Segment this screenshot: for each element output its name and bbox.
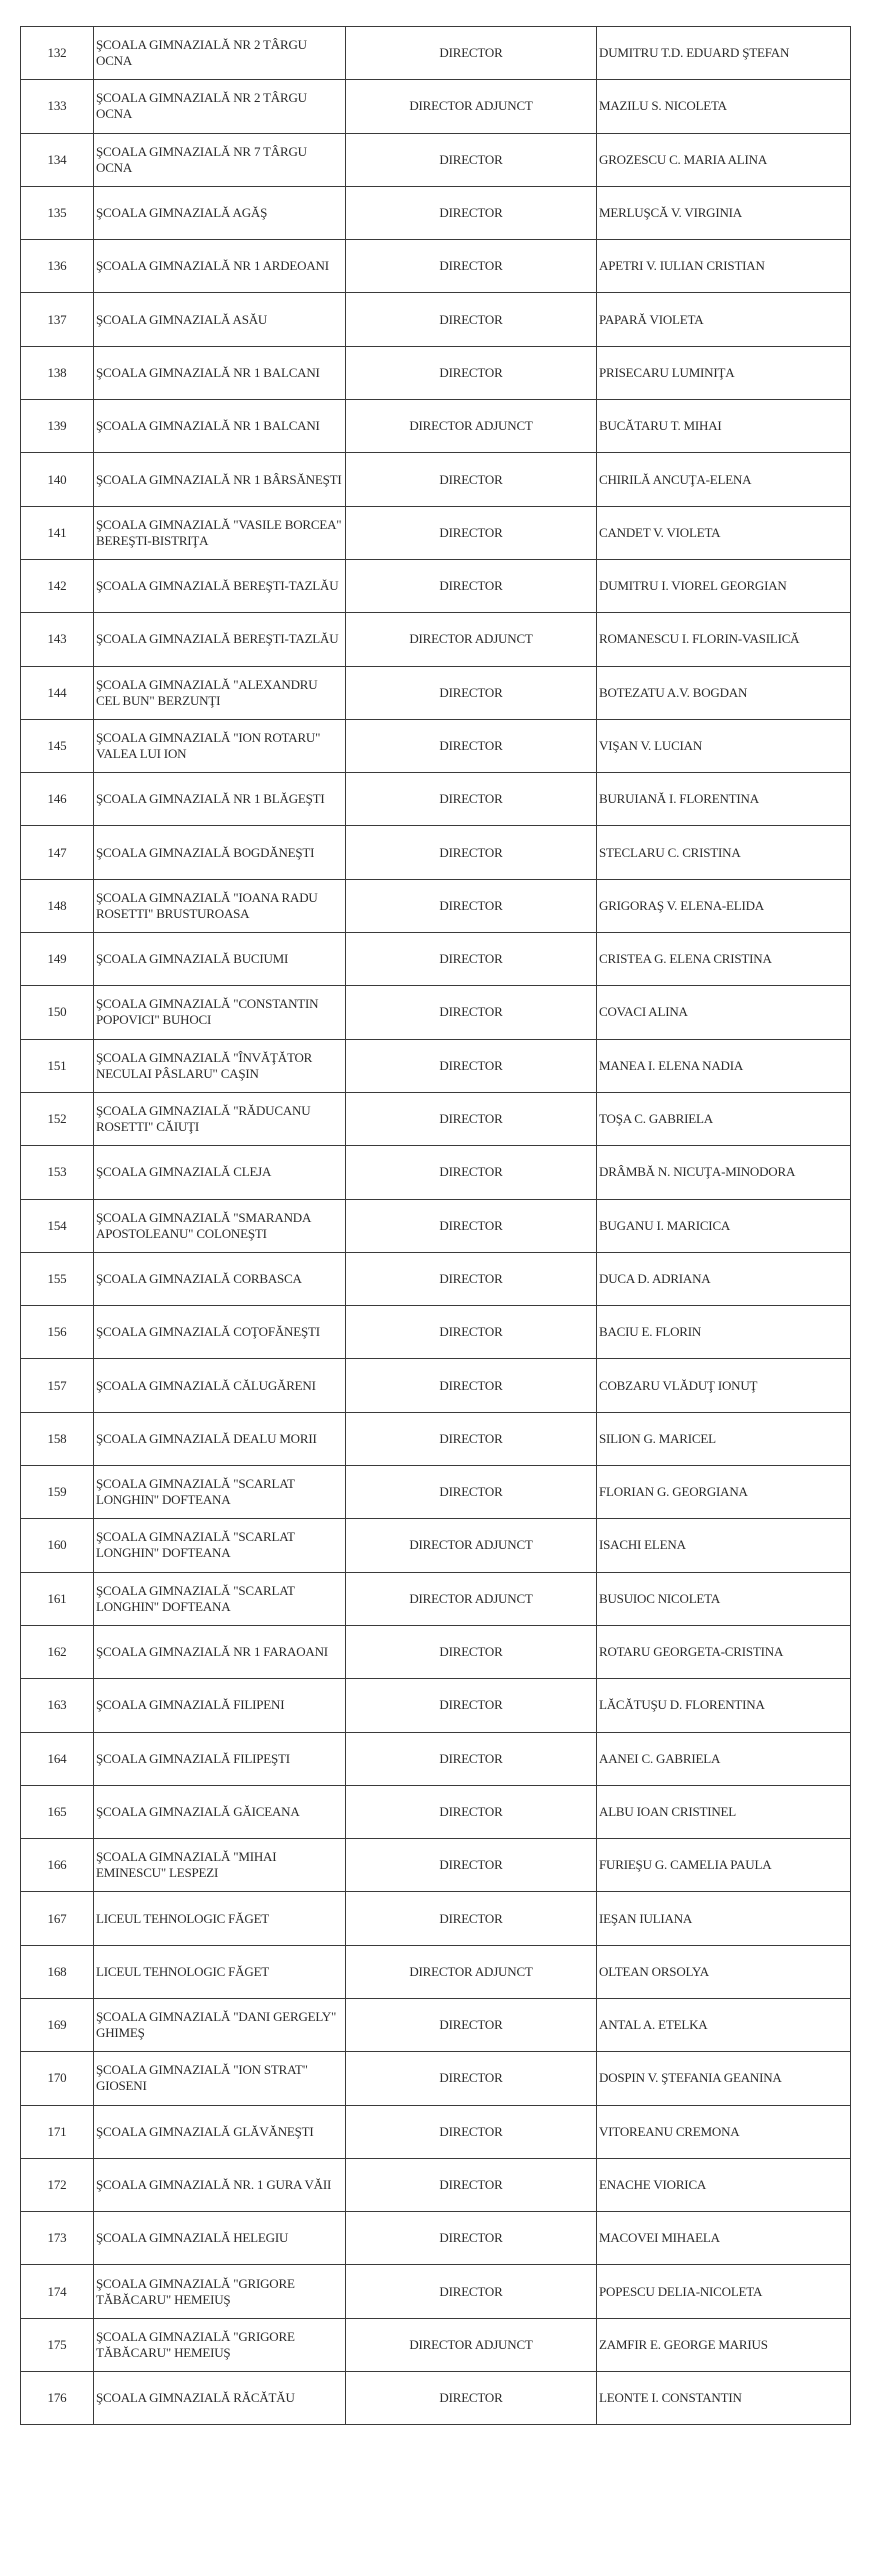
row-number: 136 [21, 240, 94, 293]
table-row [21, 1412, 851, 1465]
person-name: OLTEAN ORSOLYA [597, 1945, 851, 1998]
row-number: 166 [21, 1839, 94, 1892]
school-name: ŞCOALA GIMNAZIALĂ "ION ROTARU" VALEA LUI ION [94, 719, 346, 772]
row-number: 135 [21, 186, 94, 239]
table-row [21, 506, 851, 559]
table-row [21, 293, 851, 346]
school-name: ŞCOALA GIMNAZIALĂ "DANI GERGELY" GHIMEŞ [94, 1998, 346, 2051]
school-name: ŞCOALA GIMNAZIALĂ "ÎNVĂŢĂTOR NECULAI PÂSLARU" CAŞIN [94, 1039, 346, 1092]
school-name: ŞCOALA GIMNAZIALĂ ASĂU [94, 293, 346, 346]
school-name: ŞCOALA GIMNAZIALĂ HELEGIU [94, 2212, 346, 2265]
row-number: 171 [21, 2105, 94, 2158]
table-row [21, 1625, 851, 1678]
position-title: DIRECTOR [346, 453, 597, 506]
table-row [21, 240, 851, 293]
row-number: 139 [21, 400, 94, 453]
row-number: 143 [21, 613, 94, 666]
school-name: ŞCOALA GIMNAZIALĂ FILIPEŞTI [94, 1732, 346, 1785]
person-name: BUSUIOC NICOLETA [597, 1572, 851, 1625]
table-row [21, 133, 851, 186]
position-title: DIRECTOR [346, 1199, 597, 1252]
table-row [21, 986, 851, 1039]
school-name: ŞCOALA GIMNAZIALĂ NR 1 BALCANI [94, 400, 346, 453]
table-row [21, 773, 851, 826]
school-name: ŞCOALA GIMNAZIALĂ RĂCĂTĂU [94, 2372, 346, 2425]
table-row [21, 1146, 851, 1199]
position-title: DIRECTOR ADJUNCT [346, 2318, 597, 2371]
position-title: DIRECTOR [346, 293, 597, 346]
school-name: ŞCOALA GIMNAZIALĂ NR 1 BLĂGEŞTI [94, 773, 346, 826]
person-name: MACOVEI MIHAELA [597, 2212, 851, 2265]
row-number: 153 [21, 1146, 94, 1199]
row-number: 159 [21, 1466, 94, 1519]
table-row [21, 2372, 851, 2425]
row-number: 150 [21, 986, 94, 1039]
table-row [21, 1945, 851, 1998]
table-row [21, 2105, 851, 2158]
school-name: ŞCOALA GIMNAZIALĂ "RĂDUCANU ROSETTI" CĂIUŢI [94, 1092, 346, 1145]
position-title: DIRECTOR [346, 879, 597, 932]
person-name: POPESCU DELIA-NICOLETA [597, 2265, 851, 2318]
row-number: 152 [21, 1092, 94, 1145]
school-name: ŞCOALA GIMNAZIALĂ CORBASCA [94, 1252, 346, 1305]
school-name: ŞCOALA GIMNAZIALĂ NR 1 ARDEOANI [94, 240, 346, 293]
row-number: 149 [21, 933, 94, 986]
school-name: LICEUL TEHNOLOGIC FĂGET [94, 1892, 346, 1945]
table-row [21, 1785, 851, 1838]
position-title: DIRECTOR [346, 1998, 597, 2051]
table-row [21, 826, 851, 879]
row-number: 158 [21, 1412, 94, 1465]
row-number: 141 [21, 506, 94, 559]
school-name: ŞCOALA GIMNAZIALĂ NR 1 BALCANI [94, 346, 346, 399]
table-row [21, 27, 851, 80]
table-row [21, 559, 851, 612]
person-name: ROMANESCU I. FLORIN-VASILICĂ [597, 613, 851, 666]
school-name: ŞCOALA GIMNAZIALĂ NR 2 TÂRGU OCNA [94, 27, 346, 80]
position-title: DIRECTOR [346, 133, 597, 186]
position-title: DIRECTOR [346, 1039, 597, 1092]
person-name: BOTEZATU A.V. BOGDAN [597, 666, 851, 719]
school-name: ŞCOALA GIMNAZIALĂ BOGDĂNEŞTI [94, 826, 346, 879]
row-number: 156 [21, 1306, 94, 1359]
person-name: FURIEŞU G. CAMELIA PAULA [597, 1839, 851, 1892]
position-title: DIRECTOR ADJUNCT [346, 80, 597, 133]
position-title: DIRECTOR [346, 1092, 597, 1145]
person-name: IEŞAN IULIANA [597, 1892, 851, 1945]
position-title: DIRECTOR [346, 240, 597, 293]
position-title: DIRECTOR [346, 1892, 597, 1945]
position-title: DIRECTOR [346, 559, 597, 612]
position-title: DIRECTOR [346, 1412, 597, 1465]
person-name: ZAMFIR E. GEORGE MARIUS [597, 2318, 851, 2371]
table-row [21, 1679, 851, 1732]
school-name: ŞCOALA GIMNAZIALĂ "VASILE BORCEA" BEREŞTI-BISTRIŢA [94, 506, 346, 559]
person-name: CRISTEA G. ELENA CRISTINA [597, 933, 851, 986]
person-name: GRIGORAŞ V. ELENA-ELIDA [597, 879, 851, 932]
position-title: DIRECTOR [346, 666, 597, 719]
row-number: 175 [21, 2318, 94, 2371]
school-name: ŞCOALA GIMNAZIALĂ NR 1 FARAOANI [94, 1625, 346, 1678]
table-row [21, 1252, 851, 1305]
row-number: 138 [21, 346, 94, 399]
school-name: ŞCOALA GIMNAZIALĂ CĂLUGĂRENI [94, 1359, 346, 1412]
row-number: 147 [21, 826, 94, 879]
row-number: 140 [21, 453, 94, 506]
school-name: ŞCOALA GIMNAZIALĂ NR 7 TÂRGU OCNA [94, 133, 346, 186]
position-title: DIRECTOR [346, 27, 597, 80]
table-row [21, 346, 851, 399]
school-name: ŞCOALA GIMNAZIALĂ "SCARLAT LONGHIN" DOFTEANA [94, 1572, 346, 1625]
position-title: DIRECTOR [346, 2212, 597, 2265]
school-name: ŞCOALA GIMNAZIALĂ FILIPENI [94, 1679, 346, 1732]
table-row [21, 666, 851, 719]
position-title: DIRECTOR [346, 1785, 597, 1838]
row-number: 142 [21, 559, 94, 612]
table-row [21, 2212, 851, 2265]
row-number: 173 [21, 2212, 94, 2265]
school-name: ŞCOALA GIMNAZIALĂ NR. 1 GURA VĂII [94, 2158, 346, 2211]
table-row [21, 1732, 851, 1785]
person-name: APETRI V. IULIAN CRISTIAN [597, 240, 851, 293]
table-row [21, 1092, 851, 1145]
school-name: ŞCOALA GIMNAZIALĂ "GRIGORE TĂBĂCARU" HEMEIUŞ [94, 2318, 346, 2371]
school-name: ŞCOALA GIMNAZIALĂ "ION STRAT" GIOSENI [94, 2052, 346, 2105]
position-title: DIRECTOR [346, 2265, 597, 2318]
position-title: DIRECTOR ADJUNCT [346, 613, 597, 666]
school-name: ŞCOALA GIMNAZIALĂ GLĂVĂNEŞTI [94, 2105, 346, 2158]
school-name: ŞCOALA GIMNAZIALĂ CLEJA [94, 1146, 346, 1199]
person-name: PRISECARU LUMINIŢA [597, 346, 851, 399]
person-name: SILION G. MARICEL [597, 1412, 851, 1465]
table-row [21, 719, 851, 772]
school-name: ŞCOALA GIMNAZIALĂ GĂICEANA [94, 1785, 346, 1838]
person-name: ROTARU GEORGETA-CRISTINA [597, 1625, 851, 1678]
position-title: DIRECTOR ADJUNCT [346, 400, 597, 453]
table-row [21, 1359, 851, 1412]
table-row [21, 2052, 851, 2105]
position-title: DIRECTOR [346, 2158, 597, 2211]
school-name: ŞCOALA GIMNAZIALĂ BEREŞTI-TAZLĂU [94, 613, 346, 666]
row-number: 154 [21, 1199, 94, 1252]
position-title: DIRECTOR [346, 933, 597, 986]
person-name: AANEI C. GABRIELA [597, 1732, 851, 1785]
table-row [21, 2265, 851, 2318]
row-number: 168 [21, 1945, 94, 1998]
position-title: DIRECTOR [346, 1732, 597, 1785]
person-name: VITOREANU CREMONA [597, 2105, 851, 2158]
person-name: DUMITRU T.D. EDUARD ŞTEFAN [597, 27, 851, 80]
person-name: DUCA D. ADRIANA [597, 1252, 851, 1305]
school-name: ŞCOALA GIMNAZIALĂ DEALU MORII [94, 1412, 346, 1465]
school-name: ŞCOALA GIMNAZIALĂ COŢOFĂNEŞTI [94, 1306, 346, 1359]
position-title: DIRECTOR [346, 186, 597, 239]
table-row [21, 1466, 851, 1519]
table-row [21, 2318, 851, 2371]
row-number: 134 [21, 133, 94, 186]
position-title: DIRECTOR [346, 506, 597, 559]
row-number: 133 [21, 80, 94, 133]
table-body [21, 27, 851, 2425]
row-number: 170 [21, 2052, 94, 2105]
person-name: LĂCĂTUŞU D. FLORENTINA [597, 1679, 851, 1732]
position-title: DIRECTOR [346, 986, 597, 1039]
position-title: DIRECTOR [346, 1679, 597, 1732]
table-row [21, 80, 851, 133]
table-row [21, 2158, 851, 2211]
row-number: 169 [21, 1998, 94, 2051]
position-title: DIRECTOR [346, 1359, 597, 1412]
person-name: ISACHI ELENA [597, 1519, 851, 1572]
position-title: DIRECTOR [346, 346, 597, 399]
row-number: 157 [21, 1359, 94, 1412]
person-name: ENACHE VIORICA [597, 2158, 851, 2211]
position-title: DIRECTOR [346, 1306, 597, 1359]
school-name: ŞCOALA GIMNAZIALĂ "CONSTANTIN POPOVICI" BUHOCI [94, 986, 346, 1039]
position-title: DIRECTOR [346, 2052, 597, 2105]
person-name: CHIRILĂ ANCUŢA-ELENA [597, 453, 851, 506]
row-number: 161 [21, 1572, 94, 1625]
person-name: DRÂMBĂ N. NICUŢA-MINODORA [597, 1146, 851, 1199]
person-name: VIŞAN V. LUCIAN [597, 719, 851, 772]
person-name: CANDET V. VIOLETA [597, 506, 851, 559]
table-row [21, 1998, 851, 2051]
row-number: 155 [21, 1252, 94, 1305]
row-number: 174 [21, 2265, 94, 2318]
school-name: LICEUL TEHNOLOGIC FĂGET [94, 1945, 346, 1998]
row-number: 165 [21, 1785, 94, 1838]
school-name: ŞCOALA GIMNAZIALĂ "SMARANDA APOSTOLEANU" COLONEŞTI [94, 1199, 346, 1252]
row-number: 163 [21, 1679, 94, 1732]
school-name: ŞCOALA GIMNAZIALĂ AGĂŞ [94, 186, 346, 239]
table-row [21, 400, 851, 453]
person-name: DUMITRU I. VIOREL GEORGIAN [597, 559, 851, 612]
person-name: BUCĂTARU T. MIHAI [597, 400, 851, 453]
table-row [21, 1892, 851, 1945]
person-name: MAZILU S. NICOLETA [597, 80, 851, 133]
position-title: DIRECTOR ADJUNCT [346, 1945, 597, 1998]
person-name: MANEA I. ELENA NADIA [597, 1039, 851, 1092]
person-name: BACIU E. FLORIN [597, 1306, 851, 1359]
position-title: DIRECTOR [346, 826, 597, 879]
person-name: COVACI ALINA [597, 986, 851, 1039]
position-title: DIRECTOR [346, 719, 597, 772]
person-name: FLORIAN G. GEORGIANA [597, 1466, 851, 1519]
school-name: ŞCOALA GIMNAZIALĂ "IOANA RADU ROSETTI" BRUSTUROASA [94, 879, 346, 932]
table-row [21, 1039, 851, 1092]
person-name: PAPARĂ VIOLETA [597, 293, 851, 346]
position-title: DIRECTOR [346, 2372, 597, 2425]
table-row [21, 1572, 851, 1625]
table-row [21, 453, 851, 506]
school-directors-table [20, 26, 851, 2425]
person-name: LEONTE I. CONSTANTIN [597, 2372, 851, 2425]
school-name: ŞCOALA GIMNAZIALĂ NR 1 BÂRSĂNEŞTI [94, 453, 346, 506]
school-name: ŞCOALA GIMNAZIALĂ "SCARLAT LONGHIN" DOFTEANA [94, 1519, 346, 1572]
school-name: ŞCOALA GIMNAZIALĂ BUCIUMI [94, 933, 346, 986]
school-name: ŞCOALA GIMNAZIALĂ "GRIGORE TĂBĂCARU" HEMEIUŞ [94, 2265, 346, 2318]
person-name: COBZARU VLĂDUŢ IONUŢ [597, 1359, 851, 1412]
person-name: ANTAL A. ETELKA [597, 1998, 851, 2051]
table-row [21, 1199, 851, 1252]
position-title: DIRECTOR [346, 1146, 597, 1199]
row-number: 164 [21, 1732, 94, 1785]
row-number: 145 [21, 719, 94, 772]
row-number: 137 [21, 293, 94, 346]
row-number: 167 [21, 1892, 94, 1945]
table-row [21, 1306, 851, 1359]
person-name: ALBU IOAN CRISTINEL [597, 1785, 851, 1838]
position-title: DIRECTOR ADJUNCT [346, 1572, 597, 1625]
position-title: DIRECTOR [346, 1839, 597, 1892]
school-name: ŞCOALA GIMNAZIALĂ NR 2 TÂRGU OCNA [94, 80, 346, 133]
table-row [21, 879, 851, 932]
row-number: 144 [21, 666, 94, 719]
row-number: 176 [21, 2372, 94, 2425]
person-name: GROZESCU C. MARIA ALINA [597, 133, 851, 186]
school-name: ŞCOALA GIMNAZIALĂ "MIHAI EMINESCU" LESPEZI [94, 1839, 346, 1892]
position-title: DIRECTOR [346, 1466, 597, 1519]
row-number: 148 [21, 879, 94, 932]
position-title: DIRECTOR [346, 2105, 597, 2158]
person-name: MERLUŞCĂ V. VIRGINIA [597, 186, 851, 239]
school-name: ŞCOALA GIMNAZIALĂ "ALEXANDRU CEL BUN" BERZUNŢI [94, 666, 346, 719]
row-number: 132 [21, 27, 94, 80]
person-name: BUGANU I. MARICICA [597, 1199, 851, 1252]
person-name: DOSPIN V. ŞTEFANIA GEANINA [597, 2052, 851, 2105]
school-name: ŞCOALA GIMNAZIALĂ BEREŞTI-TAZLĂU [94, 559, 346, 612]
school-name: ŞCOALA GIMNAZIALĂ "SCARLAT LONGHIN" DOFTEANA [94, 1466, 346, 1519]
table-row [21, 933, 851, 986]
position-title: DIRECTOR [346, 1252, 597, 1305]
table-row [21, 1839, 851, 1892]
person-name: TOŞA C. GABRIELA [597, 1092, 851, 1145]
table-row [21, 613, 851, 666]
person-name: BURUIANĂ I. FLORENTINA [597, 773, 851, 826]
row-number: 160 [21, 1519, 94, 1572]
row-number: 146 [21, 773, 94, 826]
position-title: DIRECTOR [346, 1625, 597, 1678]
row-number: 162 [21, 1625, 94, 1678]
table-row [21, 186, 851, 239]
position-title: DIRECTOR [346, 773, 597, 826]
table-row [21, 1519, 851, 1572]
person-name: STECLARU C. CRISTINA [597, 826, 851, 879]
row-number: 151 [21, 1039, 94, 1092]
row-number: 172 [21, 2158, 94, 2211]
position-title: DIRECTOR ADJUNCT [346, 1519, 597, 1572]
